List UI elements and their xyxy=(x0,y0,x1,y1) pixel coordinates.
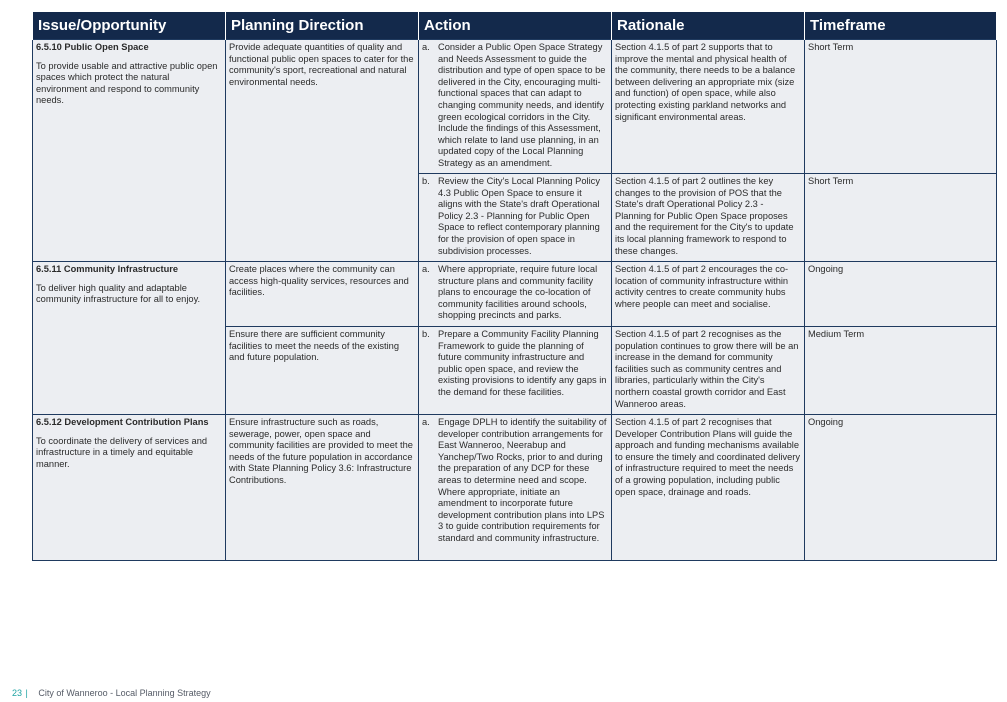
issue-cell xyxy=(33,40,226,262)
action-cell xyxy=(419,40,612,174)
header-planning-direction: Planning Direction xyxy=(226,12,419,40)
timeframe-cell: Ongoing xyxy=(805,262,997,327)
table-row xyxy=(33,40,997,174)
header-timeframe: Timeframe xyxy=(805,12,997,40)
issue-description: To deliver high quality and adaptable community infrastructure for all to enjoy. xyxy=(36,282,201,305)
action-text: Engage DPLH to identify the suitability of developer contribution arrangements for East Wanneroo, Neerabup and Yanchep/Two Rocks, prior to and during the preparation of any DCP for these areas to determine need and scope. Where appropriate, initiate an amendment to incorporate future development contribution plans into LPS 3 to guide contribution requirements for standard and community infrastructure. xyxy=(438,417,607,543)
issue-cell xyxy=(33,262,226,415)
document-title: City of Wanneroo - Local Planning Strategy xyxy=(38,688,211,698)
header-action: Action xyxy=(419,12,612,40)
planning-direction-cell: Provide adequate quantities of quality and functional public open spaces to cater for the community's sport, recreational and natural environmental needs. xyxy=(226,40,419,262)
timeframe-cell: Ongoing xyxy=(805,415,997,561)
action-letter: b. xyxy=(422,176,430,186)
issue-description: To coordinate the delivery of services and infrastructure in a timely and equitable manner. xyxy=(36,435,208,469)
action-text: Review the City's Local Planning Policy 4.3 Public Open Space to ensure it aligns with the State's draft Operational Policy 2.3 - Planning for Public Open Space to reflect contemporary planning for the provision of open space in subdivision processes. xyxy=(438,176,600,256)
action-letter: a. xyxy=(422,264,430,274)
header-rationale: Rationale xyxy=(612,12,805,40)
page-footer xyxy=(12,688,211,698)
planning-direction-cell: Ensure infrastructure such as roads, sewerage, power, open space and community facilities are provided to meet the needs of the future population in accordance with State Planning Policy 3.6: Infrastructure Contributions. xyxy=(226,415,419,561)
issue-title: 6.5.10 Public Open Space xyxy=(36,42,149,52)
timeframe-cell: Short Term xyxy=(805,40,997,174)
action-cell xyxy=(419,415,612,561)
action-cell xyxy=(419,262,612,327)
rationale-cell: Section 4.1.5 of part 2 encourages the co-location of community infrastructure within activity centres to create community hubs where people can meet and socialise. xyxy=(612,262,805,327)
timeframe-cell: Short Term xyxy=(805,174,997,262)
action-text: Prepare a Community Facility Planning Framework to guide the planning of future community infrastructure and public open space, and review the existing provisions to identify any gaps in the demand for these facilities. xyxy=(438,329,607,397)
action-cell xyxy=(419,174,612,262)
rationale-cell: Section 4.1.5 of part 2 recognises as the population continues to grow there will be an increase in the demand for community facilities such as community centres and libraries, particularly within the City's northern coastal growth corridor and East Wanneroo areas. xyxy=(612,327,805,415)
action-text: Consider a Public Open Space Strategy and Needs Assessment to guide the distribution and type of open space to be delivered in the City, encouraging multi-functional spaces that can adapt to changing community needs, and identify green ecological corridors in the City. Include the findings of this Assessment, which relate to land use planning, in an updated copy of the Local Planning Strategy as an amendment. xyxy=(438,42,606,168)
planning-direction-cell: Create places where the community can access high-quality services, resources and facilities. xyxy=(226,262,419,327)
page-number: 23 xyxy=(12,688,23,698)
timeframe-cell: Medium Term xyxy=(805,327,997,415)
action-letter: b. xyxy=(422,329,430,339)
issue-cell xyxy=(33,415,226,561)
action-letter: a. xyxy=(422,417,430,427)
action-cell xyxy=(419,327,612,415)
table-row xyxy=(33,415,997,561)
action-letter: a. xyxy=(422,42,430,52)
planning-table xyxy=(32,12,997,561)
issue-title: 6.5.12 Development Contribution Plans xyxy=(36,417,209,427)
rationale-cell: Section 4.1.5 of part 2 supports that to improve the mental and physical health of the community, there needs to be a balance between delivering an appropriate mix (size and function) of open space, while also protecting existing parkland networks and significant environmental areas. xyxy=(612,40,805,174)
rationale-cell: Section 4.1.5 of part 2 recognises that Developer Contribution Plans will guide the approach and funding mechanisms available to ensure the timely and coordinated delivery of infrastructure required to meet the needs of a growing population, including public open space, drainage and roads. xyxy=(612,415,805,561)
header-issue-opportunity: Issue/Opportunity xyxy=(33,12,226,40)
issue-title: 6.5.11 Community Infrastructure xyxy=(36,264,179,274)
planning-direction-cell: Ensure there are sufficient community facilities to meet the needs of the existing and future population. xyxy=(226,327,419,415)
action-text: Where appropriate, require future local structure plans and community facility plans to encourage the co-location of community facilities around schools, shopping precincts and parks. xyxy=(438,264,598,321)
footer-separator: | xyxy=(25,688,28,698)
issue-description: To provide usable and attractive public open spaces which protect the natural environment and respond to community needs. xyxy=(36,60,218,106)
rationale-cell: Section 4.1.5 of part 2 outlines the key changes to the provision of POS that the State's draft Operational Policy 2.3 - Planning for Public Open Space proposes and the requirement for the City's to update its local planning framework to respond to these changes. xyxy=(612,174,805,262)
table-header-row xyxy=(33,12,997,40)
table-row xyxy=(33,262,997,327)
